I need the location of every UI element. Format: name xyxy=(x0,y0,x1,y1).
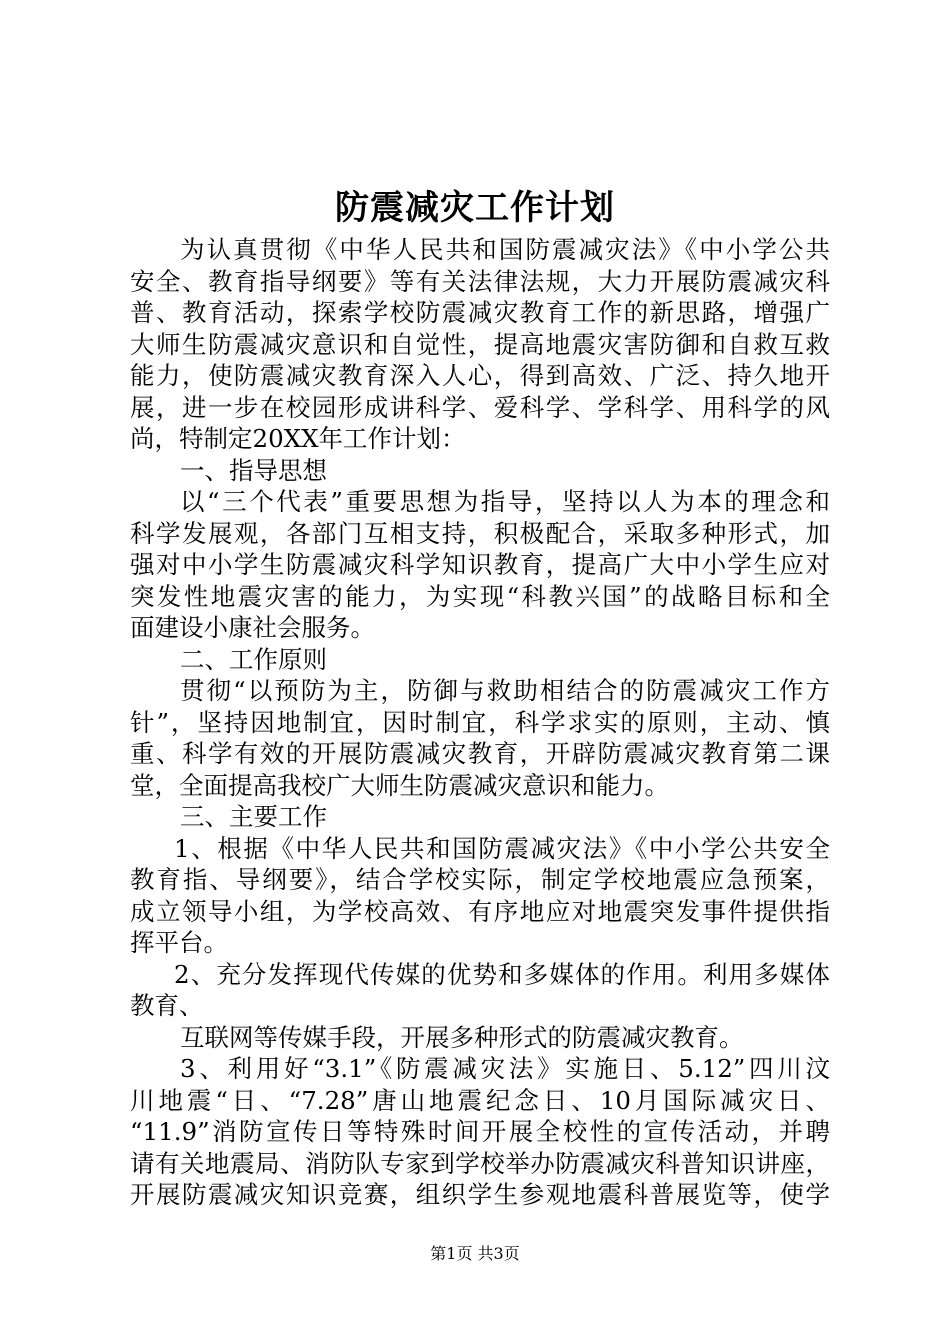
paragraph-line: 安全、教育指导纲要》等有关法律法规，大力开展防震减灾科 xyxy=(130,266,830,296)
paragraph-line: 挥平台。 xyxy=(130,928,228,957)
paragraph-line: 2、充分发挥现代传媒的优势和多媒体的作用。利用多媒体 xyxy=(174,959,830,989)
paragraph-line: 科学发展观，各部门互相支持，积极配合，采取多种形式，加 xyxy=(130,518,830,548)
paragraph-line: 川地震“日、“7.28”唐山地震纪念日、10月国际减灾日、 xyxy=(130,1085,830,1115)
paragraph-line: 能力，使防震减灾教育深入人心，得到高效、广泛、持久地开 xyxy=(130,361,830,390)
section-heading: 一、指导思想 xyxy=(180,455,327,485)
paragraph-line: 针”，坚持因地制宜，因时制宜，科学求实的原则，主动、慎 xyxy=(130,707,830,737)
page-footer: 第1页 共3页 xyxy=(430,1244,520,1263)
paragraph-line: 成立领导小组，为学校高效、有序地应对地震突发事件提供指 xyxy=(130,896,830,926)
paragraph-line: 开展防震减灾知识竞赛，组织学生参观地震科普展览等，使学 xyxy=(130,1180,830,1209)
paragraph-line: 重、科学有效的开展防震减灾教育，开辟防震减灾教育第二课 xyxy=(130,739,830,768)
paragraph-line: 请有关地震局、消防队专家到学校举办防震减灾科普知识讲座， xyxy=(130,1148,830,1178)
paragraph-line: 大师生防震减灾意识和自觉性，提高地震灾害防御和自救互救 xyxy=(130,329,830,359)
paragraph-line: 贯彻“以预防为主，防御与救助相结合的防震减灾工作方 xyxy=(180,676,830,705)
paragraph-line: 1、根据《中华人民共和国防震减灾法》《中小学公共安全 xyxy=(174,833,830,863)
paragraph-line: 为认真贯彻《中华人民共和国防震减灾法》《中小学公共 xyxy=(180,235,830,264)
paragraph-line: 面建设小康社会服务。 xyxy=(130,613,375,642)
paragraph-line: 3、利用好“3.1”《防震减灾法》实施日、5.12”四川汶 xyxy=(180,1054,830,1083)
paragraph-line: 强对中小学生防震减灾科学知识教育，提高广大中小学生应对 xyxy=(130,550,830,579)
paragraph-line: 普、教育活动，探索学校防震减灾教育工作的新思路，增强广 xyxy=(130,298,830,327)
paragraph-line: “11.9”消防宣传日等特殊时间开展全校性的宣传活动，并聘 xyxy=(130,1117,830,1146)
section-heading: 三、主要工作 xyxy=(180,802,327,831)
paragraph-line: 展，进一步在校园形成讲科学、爱科学、学科学、用科学的风 xyxy=(130,392,830,422)
section-heading: 二、工作原则 xyxy=(180,644,327,674)
paragraph-line: 教育、 xyxy=(130,991,204,1020)
paragraph-line: 以“三个代表”重要思想为指导，坚持以人为本的理念和 xyxy=(180,487,830,516)
document-body xyxy=(130,234,830,1211)
paragraph-line: 尚，特制定20XX年工作计划： xyxy=(130,424,466,453)
paragraph-line: 突发性地震灾害的能力，为实现“科教兴国”的战略目标和全 xyxy=(130,581,830,611)
paragraph-line: 堂，全面提高我校广大师生防震减灾意识和能力。 xyxy=(130,770,669,800)
paragraph-line: 教育指、导纲要》，结合学校实际，制定学校地震应急预案， xyxy=(130,865,830,894)
paragraph-line: 互联网等传媒手段，开展多种形式的防震减灾教育。 xyxy=(180,1022,744,1052)
document-title: 防震减灾工作计划 xyxy=(335,188,615,228)
